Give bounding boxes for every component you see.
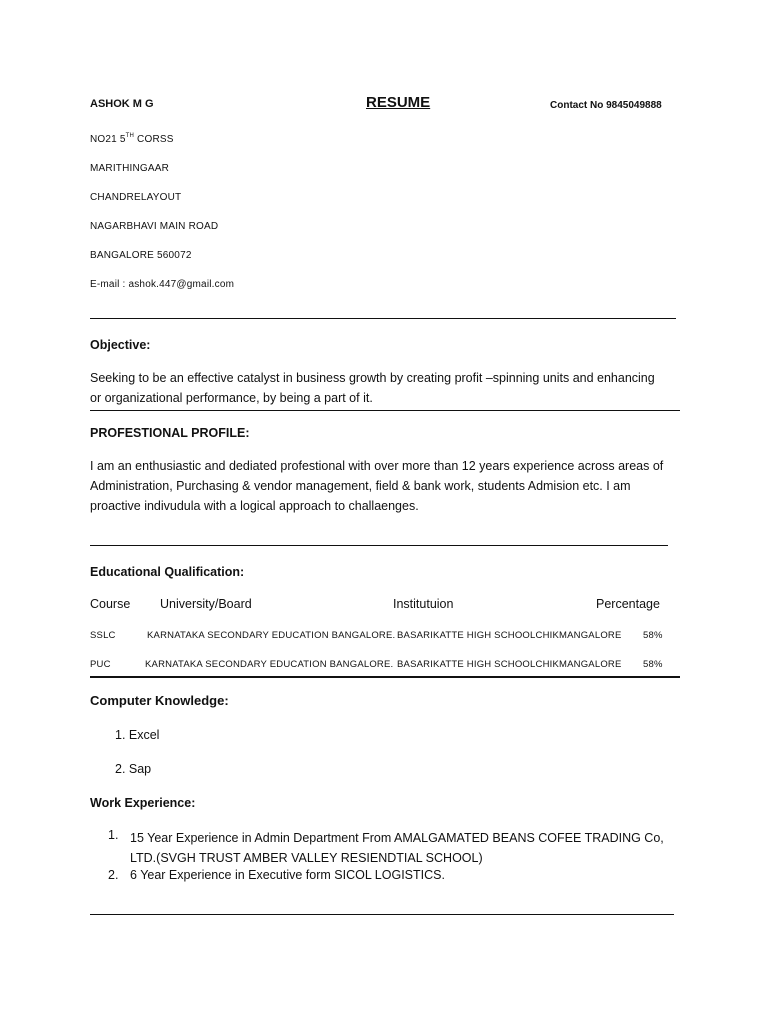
table-cell-course: PUC <box>90 659 111 670</box>
objective-line-2: or organizational performance, by being a part of it. <box>90 391 373 405</box>
objective-line-1: Seeking to be an effective catalyst in business growth by creating profit –spinning units and enhancing <box>90 371 655 385</box>
table-cell-percentage: 58% <box>643 659 663 670</box>
table-cell-university: KARNATAKA SECONDARY EDUCATION BANGALORE. <box>147 630 396 641</box>
address-line-2: MARITHINGAAR <box>90 163 170 174</box>
work-item-text <box>130 828 664 868</box>
list-item: 1. Excel <box>115 728 160 742</box>
email-address: E-mail : ashok.447@gmail.com <box>90 279 235 290</box>
objective-text <box>90 368 680 408</box>
table-cell-institution: BASARIKATTE HIGH SCHOOLCHIKMANGALORE <box>397 630 622 641</box>
divider <box>90 410 680 411</box>
column-header-percentage: Percentage <box>596 597 660 611</box>
list-number: 2. <box>108 868 119 882</box>
address-line-1-suffix: CORSS <box>134 134 174 145</box>
profile-heading: PROFESTIONAL PROFILE: <box>90 426 250 440</box>
table-cell-course: SSLC <box>90 630 116 641</box>
address-line-5: BANGALORE 560072 <box>90 250 192 261</box>
work-item-line-1: 15 Year Experience in Admin Department From AMALGAMATED BEANS COFEE TRADING Co, <box>130 831 664 845</box>
address-line-1-prefix: NO21 5 <box>90 134 126 145</box>
address-line-1-superscript: TH <box>125 133 135 139</box>
table-bottom-border <box>90 676 680 678</box>
candidate-name: ASHOK M G <box>90 98 154 110</box>
work-experience-heading: Work Experience: <box>90 796 196 810</box>
column-header-university: University/Board <box>160 597 252 611</box>
address-line-4: NAGARBHAVI MAIN ROAD <box>90 221 219 232</box>
work-item-text: 6 Year Experience in Executive form SICOL LOGISTICS. <box>130 868 445 882</box>
computer-knowledge-heading: Computer Knowledge: <box>90 693 229 708</box>
column-header-institution: Institutuion <box>393 597 454 611</box>
page-title: RESUME <box>366 94 431 111</box>
list-number: 1. <box>108 828 119 842</box>
address-line-3: CHANDRELAYOUT <box>90 192 182 203</box>
profile-line-2: Administration, Purchasing & vendor management, field & bank work, students Admision etc. I am <box>90 479 631 493</box>
education-heading: Educational Qualification: <box>90 565 245 579</box>
table-cell-university: KARNATAKA SECONDARY EDUCATION BANGALORE. <box>145 659 394 670</box>
table-cell-institution: BASARIKATTE HIGH SCHOOLCHIKMANGALORE <box>397 659 622 670</box>
objective-heading: Objective: <box>90 338 151 352</box>
divider <box>90 914 674 915</box>
profile-text <box>90 456 680 516</box>
divider <box>90 545 668 546</box>
column-header-course: Course <box>90 597 131 611</box>
contact-number: Contact No 9845049888 <box>550 100 662 111</box>
address-line-1 <box>90 133 174 145</box>
profile-line-1: I am an enthusiastic and dediated profestional with over more than 12 years experience across areas of <box>90 459 664 473</box>
list-item: 2. Sap <box>115 762 152 776</box>
table-cell-percentage: 58% <box>643 630 663 641</box>
divider <box>90 318 676 319</box>
profile-line-3: proactive indivudula with a logical approach to challaenges. <box>90 499 419 513</box>
work-item-line-2: LTD.(SVGH TRUST AMBER VALLEY RESIENDTIAL SCHOOL) <box>130 851 483 865</box>
